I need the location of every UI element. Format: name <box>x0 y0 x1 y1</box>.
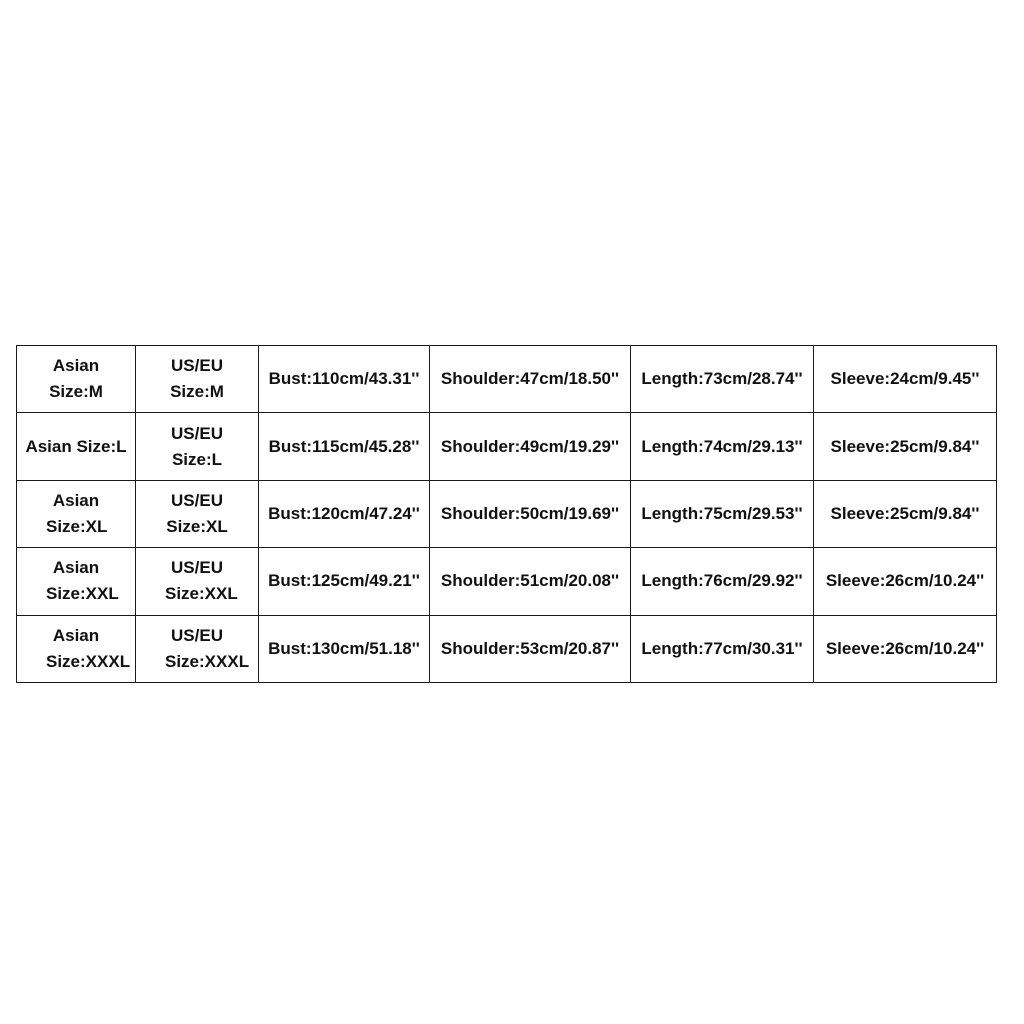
size-row-l <box>17 413 997 480</box>
us-eu-size-cell: US/EU Size:XXL <box>136 548 259 615</box>
us-eu-size-cell: US/EU Size:XL <box>136 480 259 547</box>
bust-cell: Bust:125cm/49.21'' <box>259 548 430 615</box>
asian-size-cell: Asian Size:L <box>17 413 136 480</box>
length-cell: Length:74cm/29.13'' <box>631 413 814 480</box>
shoulder-cell: Shoulder:49cm/19.29'' <box>430 413 631 480</box>
length-cell: Length:75cm/29.53'' <box>631 480 814 547</box>
length-cell: Length:73cm/28.74'' <box>631 346 814 413</box>
bust-cell: Bust:115cm/45.28'' <box>259 413 430 480</box>
shoulder-cell: Shoulder:51cm/20.08'' <box>430 548 631 615</box>
asian-size-cell: Asian Size:XXL <box>17 548 136 615</box>
bust-cell: Bust:110cm/43.31'' <box>259 346 430 413</box>
us-eu-size-cell: US/EU Size:XXXL <box>136 615 259 682</box>
shoulder-cell: Shoulder:50cm/19.69'' <box>430 480 631 547</box>
us-eu-size-cell: US/EU Size:L <box>136 413 259 480</box>
bust-cell: Bust:130cm/51.18'' <box>259 615 430 682</box>
length-cell: Length:76cm/29.92'' <box>631 548 814 615</box>
shoulder-cell: Shoulder:53cm/20.87'' <box>430 615 631 682</box>
size-row-m <box>17 346 997 413</box>
size-row-xl <box>17 480 997 547</box>
shoulder-cell: Shoulder:47cm/18.50'' <box>430 346 631 413</box>
sleeve-cell: Sleeve:25cm/9.84'' <box>814 480 997 547</box>
sleeve-cell: Sleeve:26cm/10.24'' <box>814 548 997 615</box>
bust-cell: Bust:120cm/47.24'' <box>259 480 430 547</box>
size-row-xxl <box>17 548 997 615</box>
asian-size-cell: Asian Size:XL <box>17 480 136 547</box>
size-row-xxxl <box>17 615 997 682</box>
sleeve-cell: Sleeve:26cm/10.24'' <box>814 615 997 682</box>
asian-size-cell: Asian Size:XXXL <box>17 615 136 682</box>
us-eu-size-cell: US/EU Size:M <box>136 346 259 413</box>
sleeve-cell: Sleeve:24cm/9.45'' <box>814 346 997 413</box>
asian-size-cell: Asian Size:M <box>17 346 136 413</box>
length-cell: Length:77cm/30.31'' <box>631 615 814 682</box>
sleeve-cell: Sleeve:25cm/9.84'' <box>814 413 997 480</box>
size-chart-table <box>16 345 997 683</box>
